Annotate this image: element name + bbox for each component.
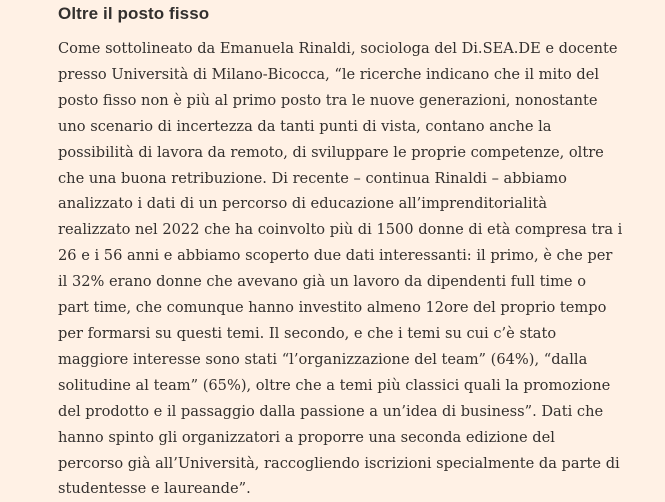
paragraph-line: analizzato i dati di un percorso di educazione all’imprenditorialità xyxy=(58,195,548,213)
paragraph-line: Come sottolineato da Emanuela Rinaldi, sociologa del Di.SEA.DE e docente xyxy=(58,40,618,57)
paragraph-line: 26 e i 56 anni e abbiamo scoperto due dati interessanti: il primo, è che per xyxy=(58,247,613,265)
paragraph-line: hanno spinto gli organizzatori a proporre una seconda edizione del xyxy=(58,428,555,446)
paragraph-line: possibilità di lavora da remoto, di sviluppare le proprie competenze, oltre xyxy=(58,143,604,161)
paragraph-line: per formarsi su questi temi. Il secondo, e che i temi su cui c’è stato xyxy=(58,324,557,342)
section-heading: Oltre il posto fisso xyxy=(58,4,210,23)
paragraph-line: del prodotto e il passaggio dalla passione a un’idea di business”. Dati che xyxy=(58,402,604,420)
paragraph-line: solitudine al team” (65%), oltre che a temi più classici quali la promozione xyxy=(58,376,611,394)
paragraph-line: studentesse e laureande”. xyxy=(58,480,251,498)
paragraph-line: uno scenario di incertezza da tanti punti di vista, contano anche la xyxy=(58,117,552,135)
article-paragraph xyxy=(58,36,658,502)
paragraph-line: maggiore interesse sono stati “l’organizzazione del team” (64%), “dalla xyxy=(58,350,588,368)
paragraph-line: percorso già all’Università, raccogliendo iscrizioni specialmente da parte di xyxy=(58,454,620,472)
paragraph-line: posto fisso non è più al primo posto tra le nuove generazioni, nonostante xyxy=(58,91,598,109)
paragraph-line: part time, che comunque hanno investito almeno 12ore del proprio tempo xyxy=(58,299,607,317)
paragraph-line: che una buona retribuzione. Di recente – continua Rinaldi – abbiamo xyxy=(58,169,567,187)
paragraph-line: realizzato nel 2022 che ha coinvolto più di 1500 donne di età compresa tra i xyxy=(58,221,623,239)
paragraph-line: presso Università di Milano-Bicocca, “le ricerche indicano che il mito del xyxy=(58,65,600,83)
paragraph-line: il 32% erano donne che avevano già un lavoro da dipendenti full time o xyxy=(58,273,586,291)
